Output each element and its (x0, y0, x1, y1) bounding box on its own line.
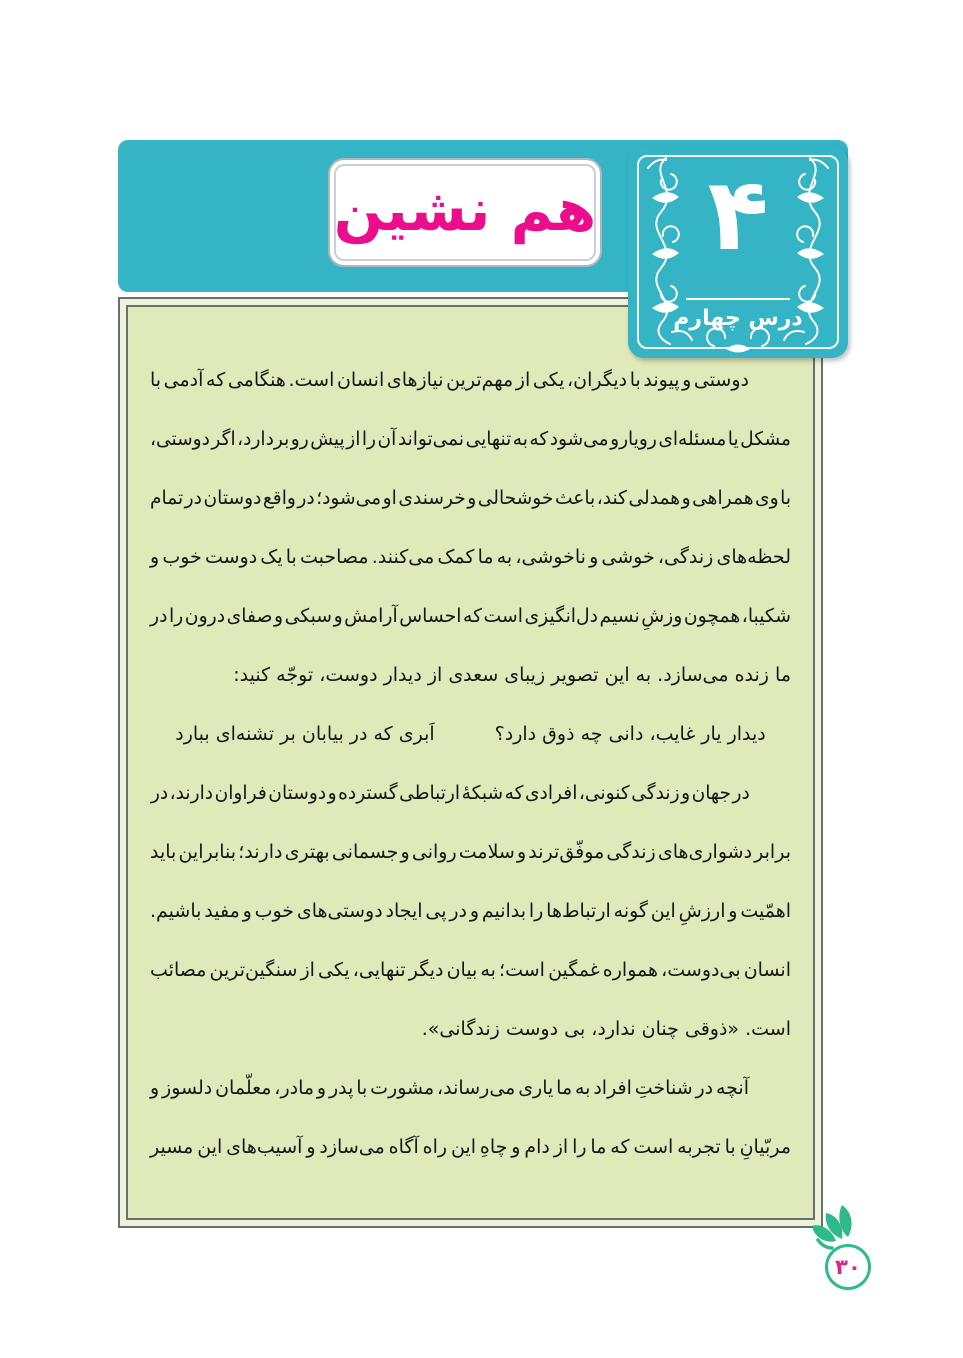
text-line: است. «ذوقی چنان ندارد، بی دوست زندگانی». (421, 1018, 791, 1040)
lesson-number: ۴ (707, 156, 769, 273)
paragraph (150, 351, 791, 705)
text-line: دوستی و پیوند با دیگران، یکی از مهم‌ترین نیازهای انسان است. هنگامی که آدمی با (150, 369, 749, 391)
lesson-caption: درس چهارم (673, 306, 803, 331)
text-line: برابر دشواری‌های زندگی موفّق‌ترند و سلامت روانی و جسمانی بهتری دارند؛ بنابراین باید (150, 841, 791, 863)
page-number-badge (800, 1204, 896, 1300)
text-line: با وی همراهی و همدلی کند، باعث خوشحالی و خرسندی او می‌شود؛ در واقع دوستان در تمام (150, 487, 791, 509)
lesson-number-box (628, 146, 848, 358)
lesson-text (126, 305, 815, 1220)
text-line: انسان بی‌دوست، همواره غمگین است؛ به بیان دیگر تنهایی، یکی از سنگین‌ترین مصائب (150, 959, 791, 981)
text-line: ما زنده می‌سازد. به این تصویر زیبای سعدی از دیدار دوست، توجّه کنید: (233, 664, 791, 686)
lesson-title: هم نشین (333, 175, 597, 244)
text-line: مشکل یا مسئله‌ای رویارو می‌شود که به تنهایی نمی‌تواند آن را از پیش رو بردارد، اگر دوستی، (149, 428, 791, 450)
text-line: آنچه در شناختِ افراد به ما یاری می‌رساند، مشورت با پدر و مادر، معلّمان دلسوز و (150, 1077, 749, 1099)
text-line: لحظه‌های زندگی، خوشی و ناخوشی، به ما کمک می‌کنند. مصاحبت با یک دوست خوب و (150, 546, 791, 568)
page-number: ۳۰ (825, 1244, 871, 1290)
text-line: مربّیانِ با تجربه است که ما را از دام و چاهِ این راه آگاه می‌سازد و آسیب‌های این مسیر (150, 1136, 791, 1158)
hemistich-left: اَبری که در بیابان بر تشنه‌ای ببارد (175, 723, 435, 745)
content-panel (118, 297, 823, 1228)
paragraph (150, 1059, 791, 1177)
hemistich-right: دیدار یار غایب، دانی چه ذوق دارد؟ (494, 723, 766, 745)
text-line: شکیبا، همچون وزشِ نسیم دل‌انگیزی است که احساس آرامش و سبکی و صفای درون را در (150, 605, 791, 627)
text-line: در جهان و زندگی کنونی، افرادی که شبکهٔ ارتباطی گسترده و دوستان فراوان دارند، در (150, 782, 750, 804)
verse-couplet (150, 705, 791, 764)
text-line: اهمّیت و ارزشِ این گونه ارتباط‌ها را بدانیم و در پی ایجاد دوستی‌های خوب و مفید باشیم. (150, 900, 791, 922)
lesson-divider (686, 298, 790, 300)
lesson-title-box (328, 158, 602, 267)
paragraph (150, 764, 791, 1059)
